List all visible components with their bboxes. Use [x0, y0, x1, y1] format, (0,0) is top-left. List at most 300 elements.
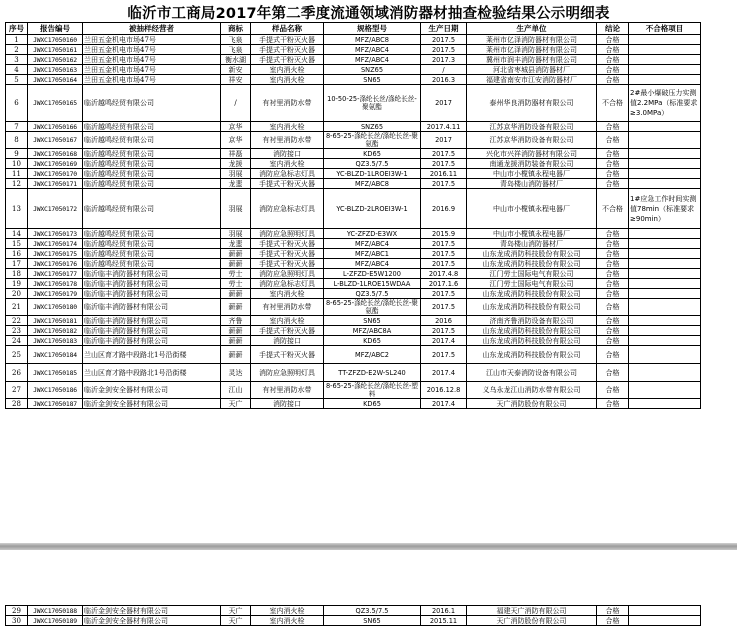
table-row: [6, 382, 701, 399]
cell-product: 室内消火栓: [251, 289, 324, 299]
cell-date: 2017: [421, 85, 467, 122]
cell-no: 17: [6, 259, 28, 269]
cell-no: 6: [6, 85, 28, 122]
cell-report: JWXC17050185: [28, 364, 83, 382]
cell-result: 合格: [597, 269, 629, 279]
cell-product: 手提式干粉灭火器: [251, 259, 324, 269]
cell-product: 手提式干粉灭火器: [251, 249, 324, 259]
cell-product: 室内消火栓: [251, 65, 324, 75]
cell-report: JWXC17050184: [28, 346, 83, 364]
cell-product: 室内消火栓: [251, 159, 324, 169]
table-row: [6, 364, 701, 382]
cell-report: JWXC17050180: [28, 299, 83, 316]
table-row: [6, 326, 701, 336]
cell-result: 合格: [597, 279, 629, 289]
cell-date: 2016.9: [421, 189, 467, 229]
cell-no: 20: [6, 289, 28, 299]
cell-date: 2017: [421, 132, 467, 149]
table-row: [6, 159, 701, 169]
cell-seller: 临沂临丰消防器材有限公司: [83, 289, 221, 299]
cell-result: 合格: [597, 122, 629, 132]
header-date: 生产日期: [421, 23, 467, 35]
inspection-table-continued: [5, 605, 701, 626]
cell-spec: MFZ/ABC4: [324, 239, 421, 249]
cell-report: JWXC17050188: [28, 606, 83, 616]
cell-no: 12: [6, 179, 28, 189]
cell-report: JWXC17050176: [28, 259, 83, 269]
cell-result: 不合格: [597, 189, 629, 229]
cell-report: JWXC17050182: [28, 326, 83, 336]
cell-fail: [629, 382, 701, 399]
header-fail: 不合格项目: [629, 23, 701, 35]
cell-spec: KD65: [324, 399, 421, 409]
cell-no: 29: [6, 606, 28, 616]
cell-spec: KD65: [324, 336, 421, 346]
header-seller: 被抽样经营者: [83, 23, 221, 35]
page-title: 临沂市工商局2017年第二季度流通领域消防器材抽查检验结果公示明细表: [127, 6, 610, 22]
cell-result: 合格: [597, 259, 629, 269]
cell-date: 2016.3: [421, 75, 467, 85]
cell-date: 2017.4.8: [421, 269, 467, 279]
cell-no: 2: [6, 45, 28, 55]
cell-no: 30: [6, 616, 28, 626]
cell-product: 手提式干粉灭火器: [251, 239, 324, 249]
cell-maker: 山东龙成消防科技股份有限公司: [467, 346, 597, 364]
cell-maker: 江苏京华消防设备有限公司: [467, 132, 597, 149]
cell-fail: [629, 75, 701, 85]
cell-date: 2016.12.8: [421, 382, 467, 399]
cell-no: 7: [6, 122, 28, 132]
table-row: [6, 65, 701, 75]
cell-maker: 山东龙成消防科技股份有限公司: [467, 289, 597, 299]
table-row: [6, 336, 701, 346]
cell-no: 3: [6, 55, 28, 65]
cell-product: 手提式干粉灭火器: [251, 55, 324, 65]
cell-report: JWXC17050174: [28, 239, 83, 249]
cell-maker: 莱州市亿泽消防器材有限公司: [467, 35, 597, 45]
cell-no: 16: [6, 249, 28, 259]
inspection-table: [5, 22, 701, 409]
cell-date: 2017.5: [421, 249, 467, 259]
cell-fail: [629, 149, 701, 159]
cell-maker: 山东龙成消防科技股份有限公司: [467, 299, 597, 316]
cell-product: 手提式干粉灭火器: [251, 179, 324, 189]
table-row: [6, 259, 701, 269]
cell-no: 28: [6, 399, 28, 409]
cell-brand: 天广: [221, 399, 251, 409]
cell-date: 2017.5: [421, 289, 467, 299]
cell-maker: 泰州华良消防器材有限公司: [467, 85, 597, 122]
cell-seller: 临沂越鸣经贸有限公司: [83, 149, 221, 159]
cell-no: 24: [6, 336, 28, 346]
header-product: 样品名称: [251, 23, 324, 35]
cell-brand: 龙蜚: [221, 179, 251, 189]
cell-report: JWXC17050168: [28, 149, 83, 159]
cell-seller: 临沂临丰消防器材有限公司: [83, 279, 221, 289]
cell-report: JWXC17050167: [28, 132, 83, 149]
cell-date: 2017.5: [421, 35, 467, 45]
cell-spec: MFZ/ABC1: [324, 249, 421, 259]
header-no: 序号: [6, 23, 28, 35]
cell-product: 室内消火栓: [251, 75, 324, 85]
cell-seller: 临沂越鸣经贸有限公司: [83, 249, 221, 259]
cell-seller: 临沂越鸣经贸有限公司: [83, 259, 221, 269]
cell-brand: 京华: [221, 122, 251, 132]
cell-maker: 江苏京华消防设备有限公司: [467, 122, 597, 132]
cell-report: JWXC17050186: [28, 382, 83, 399]
cell-spec: SN65: [324, 616, 421, 626]
cell-spec: MFZ/ABC4: [324, 55, 421, 65]
table-header-row: [6, 23, 701, 35]
cell-brand: 灵达: [221, 364, 251, 382]
table-row: [6, 239, 701, 249]
cell-maker: 天广消防股份有限公司: [467, 616, 597, 626]
cell-no: 23: [6, 326, 28, 336]
cell-maker: 山东龙成消防科技股份有限公司: [467, 259, 597, 269]
cell-spec: L-BLZD-1LROE15WDAA: [324, 279, 421, 289]
cell-seller: 兰田五金机电市场47号: [83, 75, 221, 85]
cell-date: 2016.1: [421, 606, 467, 616]
cell-product: 消防应急照明灯具: [251, 229, 324, 239]
cell-fail: [629, 239, 701, 249]
page-gap: [0, 550, 737, 605]
cell-no: 5: [6, 75, 28, 85]
table-row: [6, 269, 701, 279]
table-row: [6, 289, 701, 299]
cell-spec: MFZ/ABC8A: [324, 326, 421, 336]
cell-brand: 薪薪: [221, 346, 251, 364]
cell-brand: 天广: [221, 606, 251, 616]
cell-product: 消防应急照明灯具: [251, 364, 324, 382]
cell-no: 14: [6, 229, 28, 239]
cell-product: 消防应急标志灯具: [251, 189, 324, 229]
cell-date: /: [421, 65, 467, 75]
cell-brand: 薪薪: [221, 299, 251, 316]
cell-seller: 临沂越鸣经贸有限公司: [83, 239, 221, 249]
cell-spec: KD65: [324, 149, 421, 159]
cell-result: 合格: [597, 169, 629, 179]
cell-seller: 临沂临丰消防器材有限公司: [83, 326, 221, 336]
cell-product: 消防应急标志灯具: [251, 279, 324, 289]
cell-date: 2017.4: [421, 364, 467, 382]
header-brand: 商标: [221, 23, 251, 35]
cell-maker: 福建天广消防有限公司: [467, 606, 597, 616]
cell-spec: SN65: [324, 75, 421, 85]
cell-brand: 龙蜚: [221, 239, 251, 249]
table-row: [6, 299, 701, 316]
cell-report: JWXC17050181: [28, 316, 83, 326]
cell-product: 消防应急照明灯具: [251, 269, 324, 279]
cell-date: 2017.5: [421, 326, 467, 336]
table-row: [6, 122, 701, 132]
cell-product: 室内消火栓: [251, 122, 324, 132]
page-break-divider: [0, 543, 737, 550]
table-row: [6, 55, 701, 65]
cell-seller: 临沂越鸣经贸有限公司: [83, 122, 221, 132]
table-row: [6, 249, 701, 259]
cell-no: 1: [6, 35, 28, 45]
cell-maker: 中山市小榄镇永程电器厂: [467, 169, 597, 179]
cell-date: 2015.11: [421, 616, 467, 626]
cell-brand: 齐鲁: [221, 316, 251, 326]
table-row: [6, 45, 701, 55]
cell-fail: [629, 65, 701, 75]
cell-no: 21: [6, 299, 28, 316]
table-row: [6, 179, 701, 189]
cell-spec: QZ3.5/7.5: [324, 606, 421, 616]
cell-report: JWXC17050173: [28, 229, 83, 239]
cell-date: 2017.4.11: [421, 122, 467, 132]
cell-seller: 临沂越鸣经贸有限公司: [83, 85, 221, 122]
cell-maker: 中山市小榄镇永程电器厂: [467, 229, 597, 239]
cell-date: 2017.5: [421, 346, 467, 364]
cell-brand: 薪薪: [221, 326, 251, 336]
table-row: [6, 229, 701, 239]
cell-result: 合格: [597, 616, 629, 626]
cell-seller: 临沂金剑安全器材有限公司: [83, 616, 221, 626]
cell-date: 2015.9: [421, 229, 467, 239]
cell-spec: QZ3.5/7.5: [324, 289, 421, 299]
cell-no: 22: [6, 316, 28, 326]
table-row: [6, 279, 701, 289]
cell-fail: [629, 289, 701, 299]
cell-fail: [629, 606, 701, 616]
cell-fail: [629, 35, 701, 45]
cell-brand: 天广: [221, 616, 251, 626]
cell-fail: [629, 179, 701, 189]
table-row: [6, 149, 701, 159]
header-result: 结论: [597, 23, 629, 35]
cell-product: 手提式干粉灭火器: [251, 35, 324, 45]
table-row: [6, 132, 701, 149]
cell-spec: YC-ZFZD-E3WX: [324, 229, 421, 239]
cell-report: JWXC17050177: [28, 269, 83, 279]
cell-result: 合格: [597, 132, 629, 149]
cell-spec: SNZ65: [324, 122, 421, 132]
cell-maker: 中山市小榄镇永程电器厂: [467, 189, 597, 229]
cell-result: 合格: [597, 606, 629, 616]
cell-maker: 济南齐鲁消防设备有限公司: [467, 316, 597, 326]
cell-maker: 莱州市亿泽消防器材有限公司: [467, 45, 597, 55]
cell-result: 合格: [597, 55, 629, 65]
cell-no: 18: [6, 269, 28, 279]
cell-maker: 天广消防股份有限公司: [467, 399, 597, 409]
cell-maker: 青岛楼山消防器材厂: [467, 179, 597, 189]
cell-spec: QZ3.5/7.5: [324, 159, 421, 169]
table-row: [6, 169, 701, 179]
cell-seller: 兰田五金机电市场47号: [83, 55, 221, 65]
cell-product: 消防应急标志灯具: [251, 169, 324, 179]
cell-date: 2017.5: [421, 149, 467, 159]
cell-no: 27: [6, 382, 28, 399]
cell-no: 10: [6, 159, 28, 169]
cell-brand: 羽展: [221, 189, 251, 229]
cell-seller: 临沂临丰消防器材有限公司: [83, 336, 221, 346]
cell-maker: 冀州市润丰消防器材有限公司: [467, 55, 597, 65]
cell-report: JWXC17050189: [28, 616, 83, 626]
cell-report: JWXC17050183: [28, 336, 83, 346]
cell-report: JWXC17050160: [28, 35, 83, 45]
cell-brand: 羽展: [221, 229, 251, 239]
cell-fail: [629, 229, 701, 239]
cell-spec: MFZ/ABC8: [324, 35, 421, 45]
cell-result: 合格: [597, 336, 629, 346]
cell-fail: [629, 279, 701, 289]
cell-product: 消防接口: [251, 399, 324, 409]
cell-result: 合格: [597, 299, 629, 316]
cell-seller: 临沂金剑安全器材有限公司: [83, 382, 221, 399]
header-report: 报告编号: [28, 23, 83, 35]
cell-brand: 祥磊: [221, 149, 251, 159]
cell-product: 有衬里消防水带: [251, 299, 324, 316]
cell-spec: MFZ/ABC4: [324, 45, 421, 55]
cell-maker: 山东龙成消防科技股份有限公司: [467, 336, 597, 346]
cell-result: 合格: [597, 326, 629, 336]
cell-brand: 薪薪: [221, 289, 251, 299]
cell-maker: 兴化市兴祥消防器材有限公司: [467, 149, 597, 159]
cell-maker: 江山市天泰消防设备有限公司: [467, 364, 597, 382]
cell-report: JWXC17050179: [28, 289, 83, 299]
cell-seller: 临沂越鸣经贸有限公司: [83, 132, 221, 149]
cell-fail: [629, 159, 701, 169]
cell-product: 室内消火栓: [251, 316, 324, 326]
table-row: [6, 85, 701, 122]
cell-seller: 临沂越鸣经贸有限公司: [83, 189, 221, 229]
cell-result: 合格: [597, 65, 629, 75]
cell-result: 合格: [597, 249, 629, 259]
cell-spec: YC-BLZD-1LROEI3W-1: [324, 169, 421, 179]
cell-result: 合格: [597, 159, 629, 169]
cell-result: 合格: [597, 382, 629, 399]
cell-seller: 兰山区育才路中段路北1号沿街楼: [83, 364, 221, 382]
cell-seller: 兰田五金机电市场47号: [83, 35, 221, 45]
cell-result: 合格: [597, 179, 629, 189]
cell-fail: [629, 55, 701, 65]
cell-seller: 临沂越鸣经贸有限公司: [83, 169, 221, 179]
cell-no: 13: [6, 189, 28, 229]
cell-maker: 南通龙援消防装备有限公司: [467, 159, 597, 169]
cell-brand: 飞泉: [221, 45, 251, 55]
cell-date: 2017.5: [421, 259, 467, 269]
cell-fail: [629, 259, 701, 269]
table-row: [6, 399, 701, 409]
cell-product: 消防接口: [251, 149, 324, 159]
cell-fail: [629, 336, 701, 346]
cell-no: 26: [6, 364, 28, 382]
cell-spec: 8-65-25-涤纶长丝/涤纶长丝-塑料: [324, 382, 421, 399]
cell-result: 合格: [597, 399, 629, 409]
cell-seller: 临沂越鸣经贸有限公司: [83, 159, 221, 169]
cell-brand: 羽展: [221, 169, 251, 179]
cell-brand: /: [221, 85, 251, 122]
cell-maker: 义乌永龙江山消防水带有限公司: [467, 382, 597, 399]
cell-fail: [629, 316, 701, 326]
cell-date: 2017.5: [421, 159, 467, 169]
cell-maker: 江门劳士国际电气有限公司: [467, 279, 597, 289]
cell-fail: [629, 299, 701, 316]
cell-date: 2017.5: [421, 299, 467, 316]
cell-date: 2016.11: [421, 169, 467, 179]
cell-seller: 临沂临丰消防器材有限公司: [83, 316, 221, 326]
cell-spec: L-ZFZD-E5W1200: [324, 269, 421, 279]
cell-fail: [629, 45, 701, 55]
cell-result: 合格: [597, 45, 629, 55]
cell-brand: 江山: [221, 382, 251, 399]
cell-spec: SN65: [324, 316, 421, 326]
table-row: [6, 189, 701, 229]
cell-date: 2017.3: [421, 55, 467, 65]
cell-no: 15: [6, 239, 28, 249]
cell-product: 消防接口: [251, 336, 324, 346]
cell-spec: MFZ/ABC2: [324, 346, 421, 364]
cell-maker: 青岛楼山消防器材厂: [467, 239, 597, 249]
table-row: [6, 616, 701, 626]
cell-date: 2017.5: [421, 179, 467, 189]
cell-brand: 薪薪: [221, 249, 251, 259]
cell-brand: 劳士: [221, 269, 251, 279]
cell-report: JWXC17050171: [28, 179, 83, 189]
cell-date: 2016: [421, 316, 467, 326]
cell-result: 合格: [597, 35, 629, 45]
cell-report: JWXC17050166: [28, 122, 83, 132]
cell-product: 手提式干粉灭火器: [251, 346, 324, 364]
cell-report: JWXC17050178: [28, 279, 83, 289]
cell-result: 合格: [597, 75, 629, 85]
cell-fail: [629, 249, 701, 259]
cell-product: 有衬里消防水带: [251, 382, 324, 399]
table-row: [6, 316, 701, 326]
cell-result: 合格: [597, 239, 629, 249]
cell-report: JWXC17050172: [28, 189, 83, 229]
cell-brand: 祥安: [221, 75, 251, 85]
cell-fail: [629, 346, 701, 364]
cell-no: 11: [6, 169, 28, 179]
cell-report: JWXC17050163: [28, 65, 83, 75]
table-row: [6, 75, 701, 85]
cell-report: JWXC17050169: [28, 159, 83, 169]
cell-report: JWXC17050161: [28, 45, 83, 55]
cell-brand: 龙援: [221, 159, 251, 169]
cell-maker: 江门劳士国际电气有限公司: [467, 269, 597, 279]
cell-report: JWXC17050175: [28, 249, 83, 259]
cell-spec: 10-50-25-涤纶长丝/涤纶长丝-聚氨酯: [324, 85, 421, 122]
cell-brand: 薪薪: [221, 336, 251, 346]
cell-brand: 飞泉: [221, 35, 251, 45]
cell-fail: [629, 616, 701, 626]
cell-date: 2017.1.6: [421, 279, 467, 289]
cell-spec: MFZ/ABC8: [324, 179, 421, 189]
cell-brand: 劳士: [221, 279, 251, 289]
cell-maker: 山东龙成消防科技股份有限公司: [467, 249, 597, 259]
cell-date: 2017.5: [421, 45, 467, 55]
table-row: [6, 35, 701, 45]
cell-report: JWXC17050164: [28, 75, 83, 85]
cell-seller: 临沂金剑安全器材有限公司: [83, 399, 221, 409]
cell-fail: [629, 364, 701, 382]
cell-product: 室内消火栓: [251, 606, 324, 616]
cell-fail: 1#应急工作时间实测值78min（标准要求≥90min）: [629, 189, 701, 229]
cell-brand: 衡水湖: [221, 55, 251, 65]
cell-result: 合格: [597, 289, 629, 299]
cell-spec: YC-BLZD-2LROEI3W-1: [324, 189, 421, 229]
cell-date: 2017.5: [421, 239, 467, 249]
cell-result: 合格: [597, 316, 629, 326]
cell-seller: 兰田五金机电市场47号: [83, 45, 221, 55]
cell-spec: 8-65-25-涤纶长丝/涤纶长丝-聚氨酯: [324, 299, 421, 316]
cell-product: 有衬里消防水带: [251, 132, 324, 149]
cell-no: 25: [6, 346, 28, 364]
cell-spec: MFZ/ABC4: [324, 259, 421, 269]
